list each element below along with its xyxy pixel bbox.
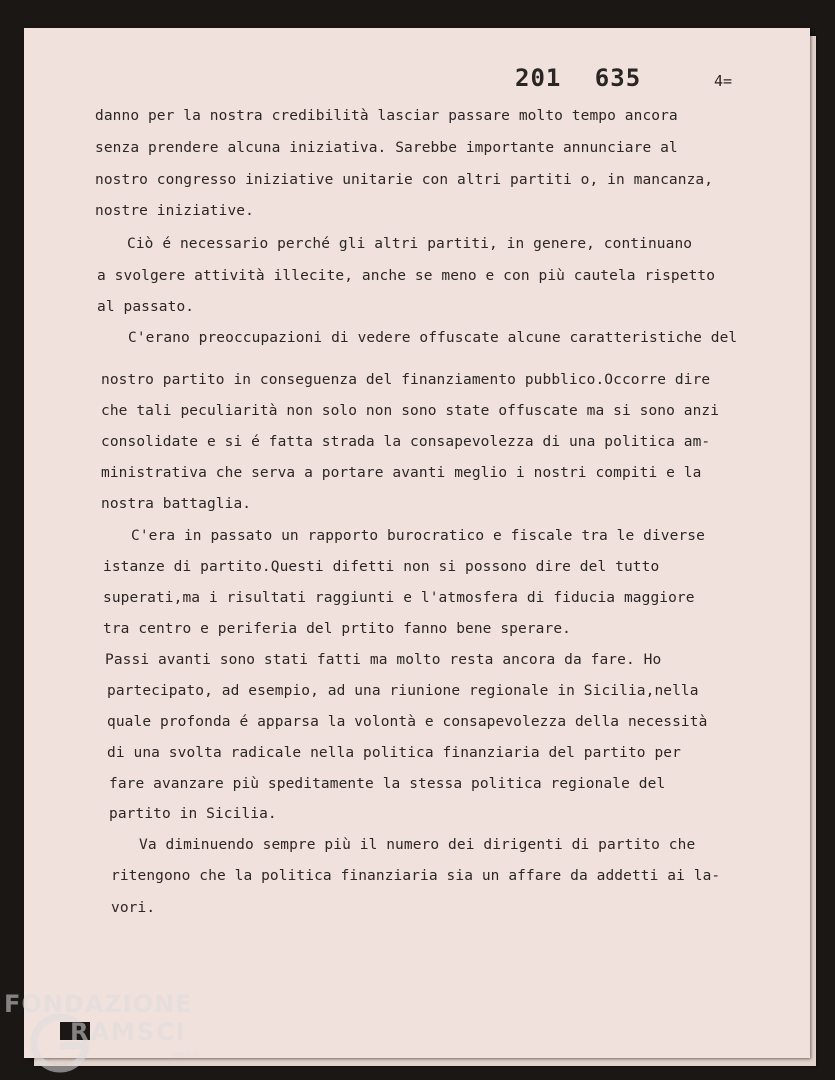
text-line: a svolgere attività illecite, anche se meno e con più cautela rispetto	[97, 268, 716, 284]
text-line: consolidate e si é fatta strada la consapevolezza di una politica am-	[101, 434, 711, 450]
text-line: Passi avanti sono stati fatti ma molto resta ancora da fare. Ho	[105, 652, 662, 668]
text-line: al passato.	[97, 299, 195, 315]
text-line: partecipato, ad esempio, ad una riunione regionale in Sicilia,nella	[107, 683, 699, 699]
text-line: nostra battaglia.	[101, 496, 252, 512]
text-line: nostre iniziative.	[95, 203, 254, 219]
text-line: Ciò é necessario perché gli altri partiti, in genere, continuano	[127, 236, 693, 252]
text-line: danno per la nostra credibilità lasciar passare molto tempo ancora	[95, 108, 678, 124]
text-line: partito in Sicilia.	[109, 806, 277, 822]
text-line: di una svolta radicale nella politica finanziaria del partito per	[107, 745, 681, 761]
document-number: 201 635	[515, 64, 642, 92]
text-line: C'era in passato un rapporto burocratico e fiscale tra le diverse	[131, 528, 705, 544]
page-number: 4=	[714, 72, 733, 90]
text-line: che tali peculiarità non solo non sono state offuscate ma si sono anzi	[101, 403, 720, 419]
text-line: nostro congresso iniziative unitarie con altri partiti o, in mancanza,	[95, 172, 714, 188]
text-line: quale profonda é apparsa la volontà e consapevolezza della necessità	[107, 714, 708, 730]
text-line: superati,ma i risultati raggiunti e l'atmosfera di fiducia maggiore	[103, 590, 695, 606]
watermark-title: FONDAZIONE	[4, 990, 193, 1018]
watermark-onlus: onlus	[172, 1050, 199, 1061]
text-line: C'erano preoccupazioni di vedere offuscate alcune caratteristiche del	[128, 330, 738, 346]
text-line: ritengono che la politica finanziaria sia un affare da addetti ai la-	[111, 868, 721, 884]
text-line: Va diminuendo sempre più il numero dei dirigenti di partito che	[139, 837, 696, 853]
text-line: nostro partito in conseguenza del finanziamento pubblico.Occorre dire	[101, 372, 711, 388]
text-line: vori.	[111, 900, 156, 916]
text-line: ministrativa che serva a portare avanti meglio i nostri compiti e la	[101, 465, 702, 481]
text-line: fare avanzare più speditamente la stessa politica regionale del	[109, 776, 666, 792]
watermark-subtitle: RAMSCI	[70, 1018, 187, 1046]
text-line: senza prendere alcuna iniziativa. Sarebbe importante annunciare al	[95, 140, 678, 156]
text-line: tra centro e periferia del prtito fanno bene sperare.	[103, 621, 571, 637]
text-line: istanze di partito.Questi difetti non si possono dire del tutto	[103, 559, 660, 575]
